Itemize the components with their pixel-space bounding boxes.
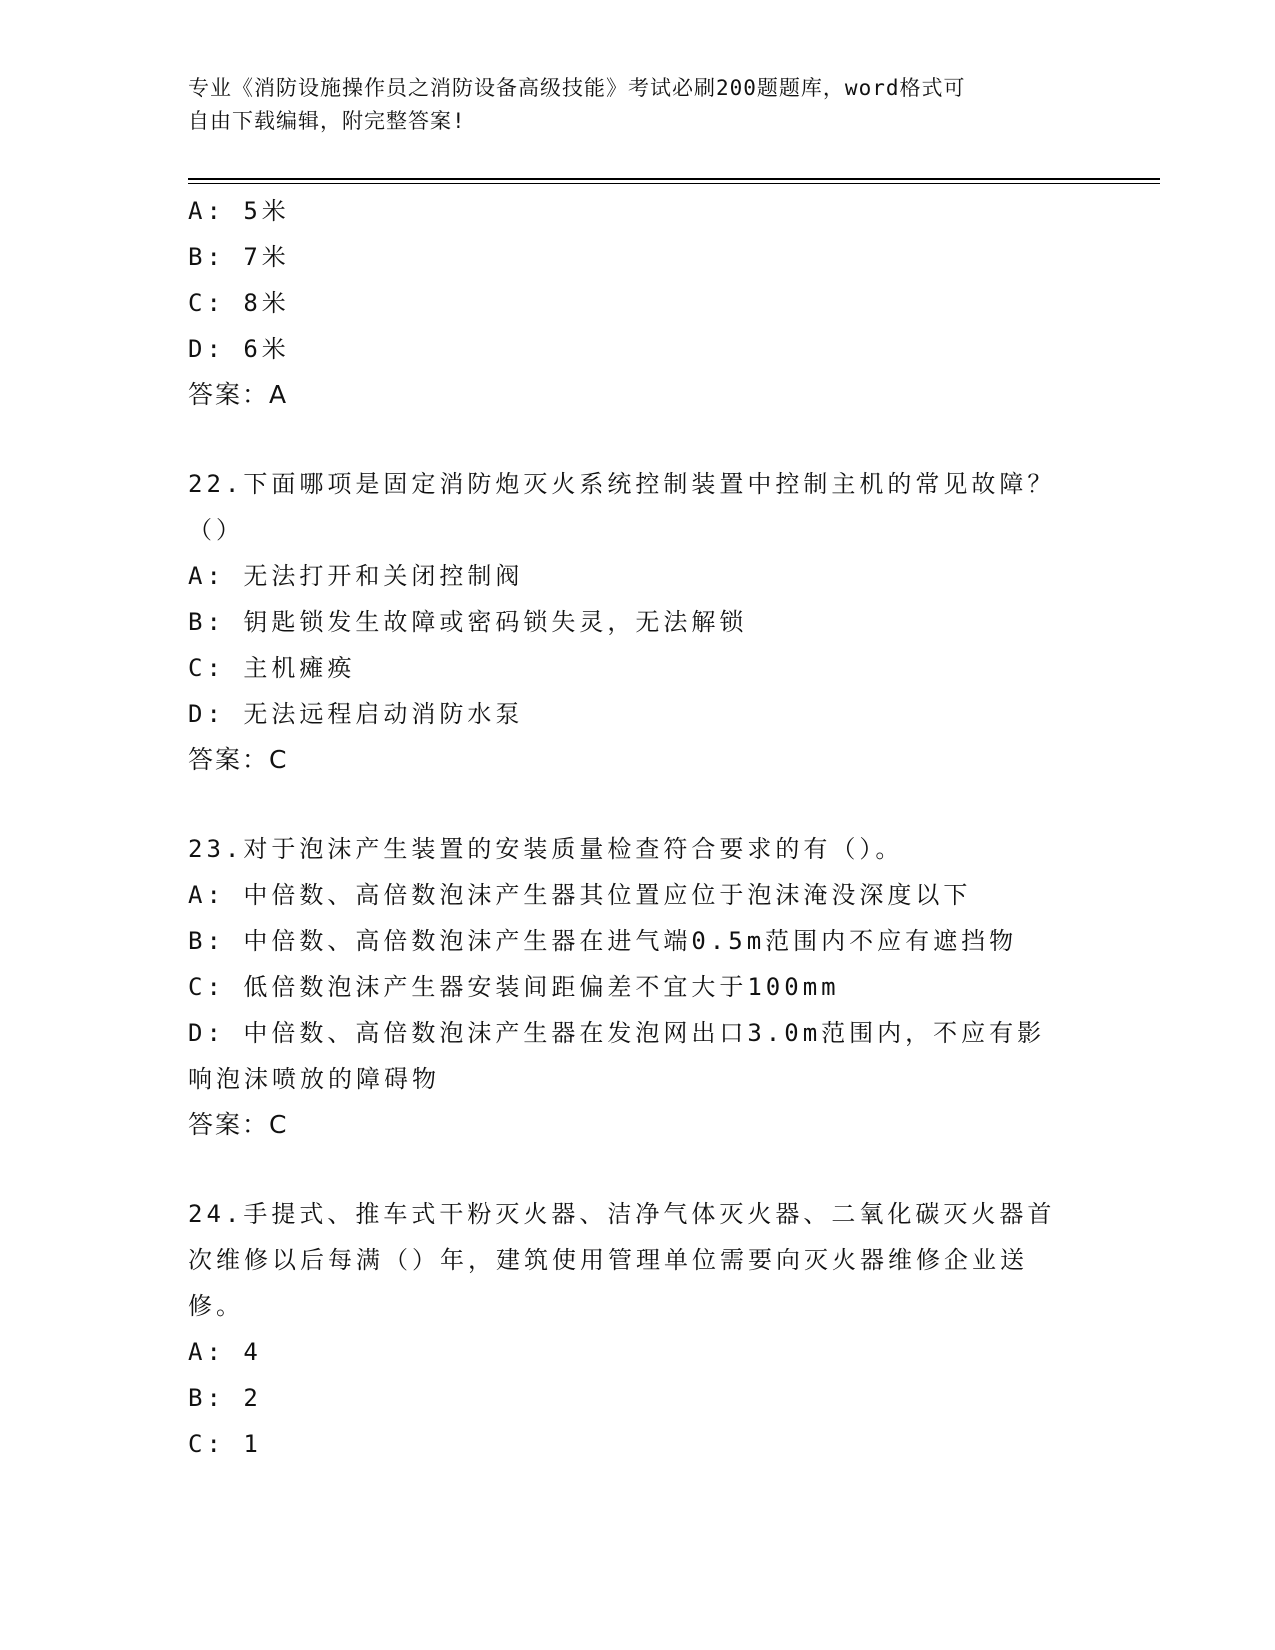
header-divider-thick — [188, 178, 1160, 180]
question-24 — [188, 1191, 1088, 1467]
question-23 — [188, 826, 1088, 1148]
option-d: D: 无法远程启动消防水泵 — [188, 700, 524, 728]
option-b: B: 钥匙锁发生故障或密码锁失灵，无法解锁 — [188, 608, 748, 636]
option-a: A: 4 — [188, 1338, 262, 1366]
question-list — [188, 188, 1088, 1467]
question-gap — [188, 1148, 1088, 1191]
option-c: C: 低倍数泡沫产生器安装间距偏差不宜大于100mm — [188, 973, 840, 1001]
option-a: A: 5米 — [188, 197, 290, 225]
option-c: C: 1 — [188, 1430, 262, 1458]
question-stem: 22.下面哪项是固定消防炮灭火系统控制装置中控制主机的常见故障？（） — [188, 470, 1056, 544]
question-22 — [188, 461, 1088, 783]
option-a: A: 无法打开和关闭控制阀 — [188, 562, 524, 590]
document-header — [188, 72, 1068, 138]
question-gap — [188, 783, 1088, 826]
option-b: B: 中倍数、高倍数泡沫产生器在进气端0.5m范围内不应有遮挡物 — [188, 927, 1018, 955]
answer: 答案：C — [188, 1110, 289, 1139]
question-gap — [188, 418, 1088, 461]
header-line-2: 自由下载编辑，附完整答案! — [188, 109, 466, 133]
question-stem: 23.对于泡沫产生装置的安装质量检查符合要求的有（）。 — [188, 835, 904, 863]
answer: 答案：C — [188, 745, 289, 774]
question-21 — [188, 188, 1088, 418]
option-d: D: 6米 — [188, 335, 290, 363]
header-line-1: 专业《消防设施操作员之消防设备高级技能》考试必刷200题题库，word格式可 — [188, 76, 966, 100]
option-b: B: 7米 — [188, 243, 290, 271]
option-c: C: 8米 — [188, 289, 290, 317]
option-d: D: 中倍数、高倍数泡沫产生器在发泡网出口3.0m范围内，不应有影响泡沫喷放的障碍物 — [188, 1019, 1046, 1093]
answer: 答案：A — [188, 380, 289, 409]
option-c: C: 主机瘫痪 — [188, 654, 356, 682]
option-b: B: 2 — [188, 1384, 262, 1412]
option-a: A: 中倍数、高倍数泡沫产生器其位置应位于泡沫淹没深度以下 — [188, 881, 972, 909]
header-divider-thin — [188, 183, 1160, 184]
question-stem: 24.手提式、推车式干粉灭火器、洁净气体灭火器、二氧化碳灭火器首次维修以后每满（）年，建筑使用管理单位需要向灭火器维修企业送修。 — [188, 1200, 1056, 1320]
